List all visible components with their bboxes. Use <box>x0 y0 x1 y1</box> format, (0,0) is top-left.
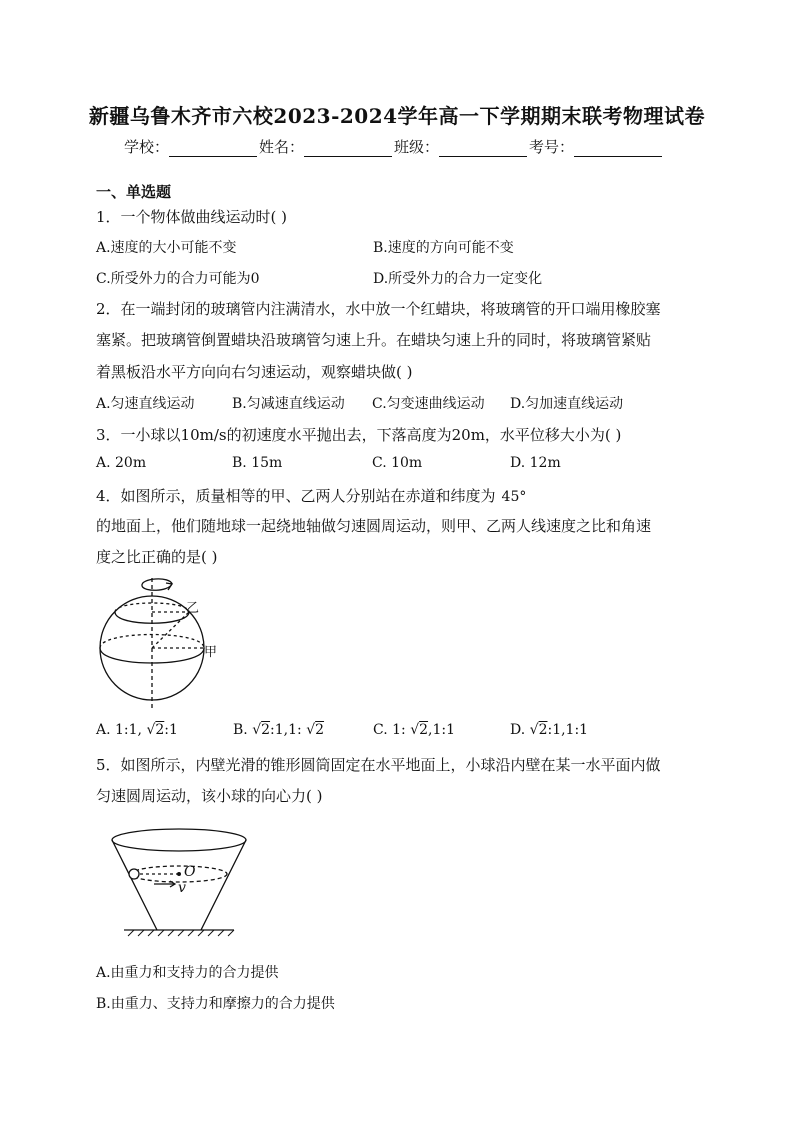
q4-option-c: C. 1: √2,1:1 <box>373 722 456 738</box>
name-label: 姓名： <box>259 138 305 156</box>
q1-stem: 1．一个物体做曲线运动时( ) <box>96 208 288 226</box>
q1-option-b: B.速度的方向可能不变 <box>373 240 514 256</box>
q3-stem: 3．一小球以10m/s的初速度水平抛出去，下落高度为20m，水平位移大小为( ) <box>96 426 622 444</box>
student-info-row <box>124 136 664 157</box>
label-o: O <box>184 864 196 880</box>
q4-line-3: 度之比正确的是( ) <box>96 548 218 566</box>
q4-angle: 45° <box>501 489 527 505</box>
q2-line-1: 2．在一端封闭的玻璃管内注满清水，水中放一个红蜡块，将玻璃管的开口端用橡胶塞 <box>96 300 661 318</box>
q1-option-c: C.所受外力的合力可能为0 <box>96 271 260 287</box>
ball <box>129 869 139 879</box>
q4-option-b: B. √2:1,1: √2 <box>233 722 325 738</box>
q2-line-3: 着黑板沿水平方向向右匀速运动，观察蜡块做( ) <box>96 363 413 381</box>
q4-line-2: 的地面上，他们随地球一起绕地轴做匀速圆周运动，则甲、乙两人线速度之比和角速 <box>96 517 652 535</box>
q4-option-a: A. 1:1, √2:1 <box>96 722 178 738</box>
q3-option-a: A. 20m <box>96 455 147 471</box>
q2-option-a: A.匀速直线运动 <box>96 396 195 412</box>
center-point <box>177 872 181 876</box>
q2-line-2: 塞紧。把玻璃管倒置蜡块沿玻璃管匀速上升。在蜡块匀速上升的同时，将玻璃管紧贴 <box>96 331 652 349</box>
section-heading: 一、单选题 <box>96 183 172 201</box>
rotation-arrow <box>142 579 172 586</box>
label-yi: 乙 <box>186 601 200 616</box>
q2-option-c: C.匀变速曲线运动 <box>372 396 485 412</box>
q3-option-d: D. 12m <box>510 455 561 471</box>
school-field[interactable] <box>169 140 257 157</box>
q4-line-1 <box>96 485 526 506</box>
q1-option-d: D.所受外力的合力一定变化 <box>373 271 543 287</box>
class-label: 班级： <box>394 138 440 156</box>
q5-option-b: B.由重力、支持力和摩擦力的合力提供 <box>96 996 335 1012</box>
q3-option-b: B. 15m <box>232 455 283 471</box>
page-title: 新疆乌鲁木齐市六校2023-2024学年高一下学期期末联考物理试卷 <box>88 104 706 128</box>
q2-option-d: D.匀加速直线运动 <box>510 396 624 412</box>
school-label: 学校： <box>124 138 170 156</box>
q3-option-c: C. 10m <box>372 455 423 471</box>
exam-number-field[interactable] <box>574 140 662 157</box>
q4-option-d: D. √2:1,1:1 <box>510 722 589 738</box>
class-field[interactable] <box>439 140 527 157</box>
q2-option-b: B.匀减速直线运动 <box>232 396 345 412</box>
q1-option-a: A.速度的大小可能不变 <box>96 240 237 256</box>
q5-option-a: A.由重力和支持力的合力提供 <box>96 965 279 981</box>
label-jia: 甲 <box>204 645 218 660</box>
q5-line-2: 匀速圆周运动，该小球的向心力( ) <box>96 787 323 805</box>
name-field[interactable] <box>304 140 392 157</box>
q4-line-1-text: 4．如图所示，质量相等的甲、乙两人分别站在赤道和纬度为 <box>96 487 496 505</box>
q5-line-1: 5．如图所示，内壁光滑的锥形圆筒固定在水平地面上，小球沿内壁在某一水平面内做 <box>96 756 661 774</box>
label-v: v <box>178 880 186 896</box>
exam-number-label: 考号： <box>529 138 575 156</box>
